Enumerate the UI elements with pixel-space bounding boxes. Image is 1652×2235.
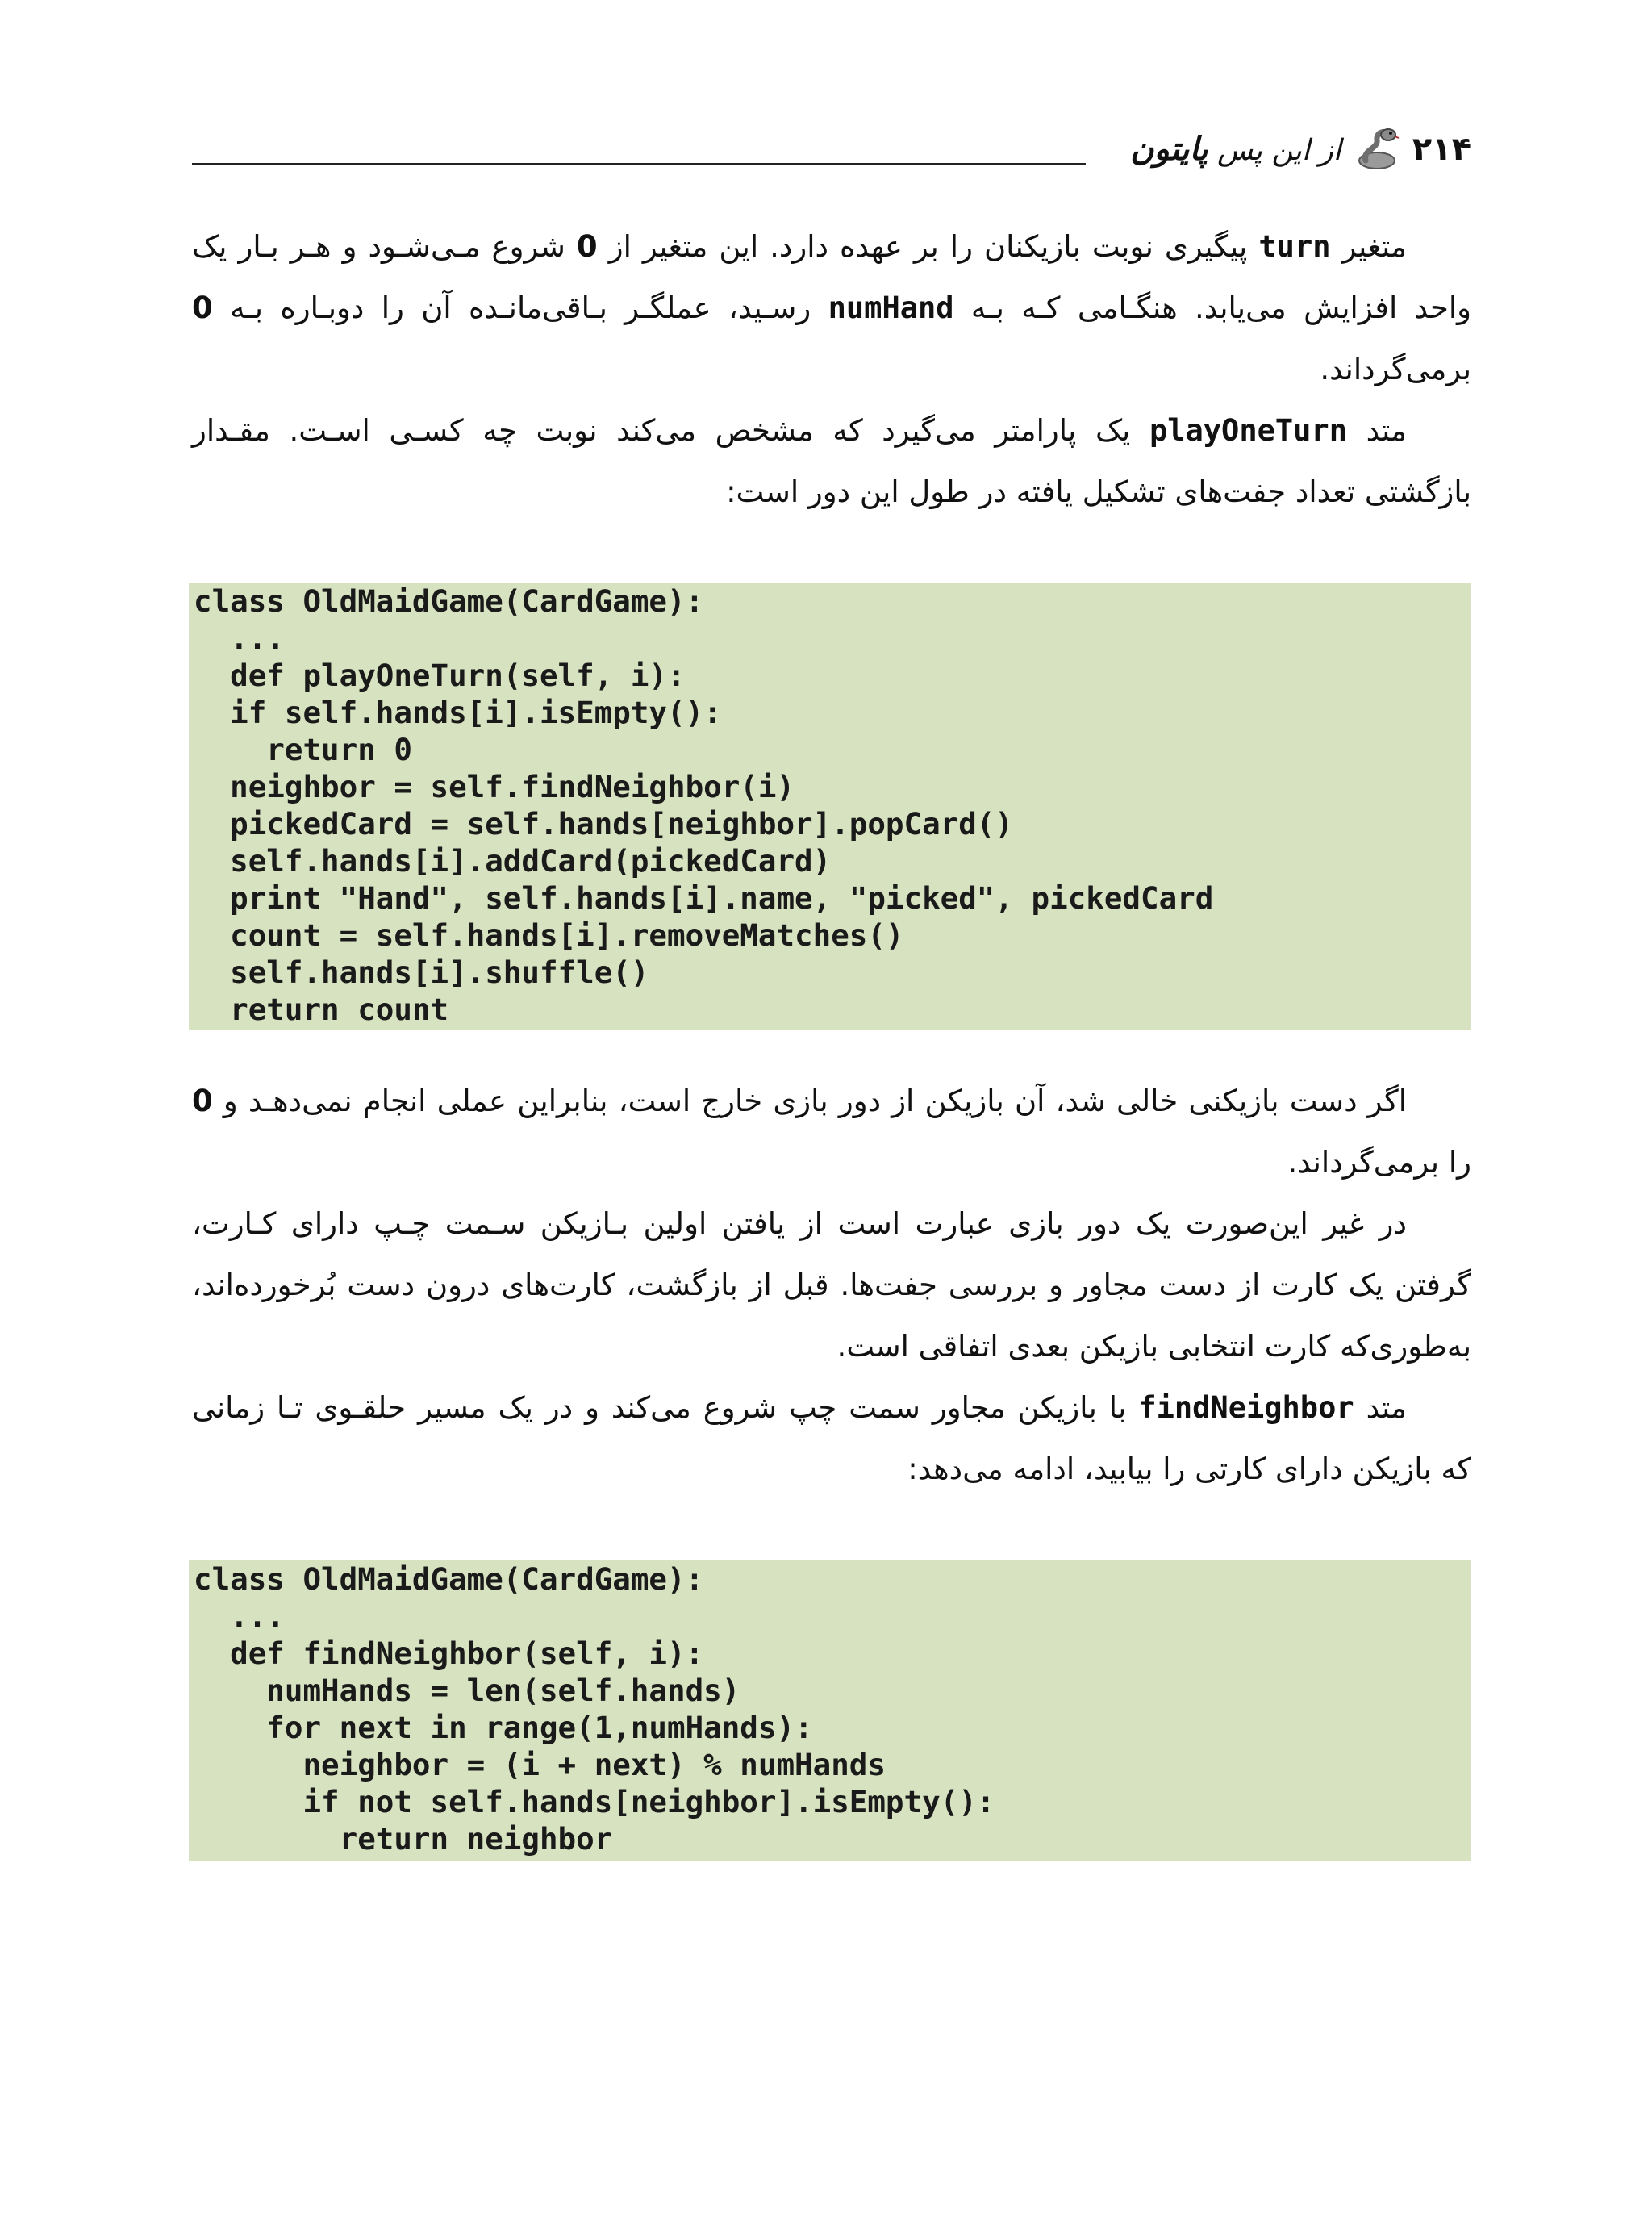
page-header	[192, 121, 1471, 178]
p5-text-1: متد	[1354, 1390, 1407, 1425]
code-line: class OldMaidGame(CardGame):	[194, 1561, 704, 1597]
book-brand	[1130, 131, 1341, 168]
p2-text-2: یک پارامتر می‌گیرد که مشخص می‌کند نوبت چه کسـی اسـت. مقـدار بازگشتی تعداد جفت‌های تشکیل یافته در طول این دور است:	[192, 413, 1471, 509]
snake-logo-icon	[1354, 125, 1400, 173]
header-brand-group	[1130, 121, 1471, 178]
code-line: return count	[194, 992, 449, 1027]
code-line: self.hands[i].addCard(pickedCard)	[194, 843, 832, 879]
brand-prefix: از این پس	[1217, 134, 1341, 167]
p1-code-numhand: numHand	[828, 290, 954, 325]
paragraph-4	[192, 1193, 1471, 1377]
p1-text-3: شروع مـی‌شـود و هـر بـار یک واحد افزایش می‌یابد. هنگـامی کـه بـه	[192, 229, 1471, 325]
p5-text-2: با بازیکن مجاور سمت چپ شروع می‌کند و در یک مسیر حلقـوی تـا زمانی که بازیکن دارای کارتی را بیابید، ادامه می‌دهد:	[192, 1390, 1471, 1486]
code-line: if not self.hands[neighbor].isEmpty():	[194, 1784, 995, 1819]
paragraph-3	[192, 1071, 1471, 1193]
p1-zero-1: 0	[576, 229, 598, 264]
code-line: class OldMaidGame(CardGame):	[194, 583, 704, 619]
code-line: pickedCard = self.hands[neighbor].popCard()	[194, 806, 1013, 842]
code-line: neighbor = self.findNeighbor(i)	[194, 769, 795, 804]
p2-text-1: متد	[1347, 413, 1407, 448]
p5-code-findneighbor: findNeighbor	[1138, 1390, 1354, 1425]
p1-text-5: برمی‌گرداند.	[1320, 352, 1471, 386]
code-line: numHands = len(self.hands)	[194, 1673, 740, 1708]
paragraph-1	[192, 216, 1471, 400]
code-line: def findNeighbor(self, i):	[194, 1636, 704, 1671]
p4-text: در غیر این‌صورت یک دور بازی عبارت است از یافتن اولین بـازیکن سـمت چـپ دارای کـارت، گرفتن یک کارت از دست مجاور و بررسی جفت‌ها. قبل از بازگشت، کارت‌های درون دست بُرخورده‌اند، به‌طوری‌که کارت انتخابی بازیکن بعدی اتفاقی است.	[192, 1206, 1471, 1364]
p3-text-2: را برمی‌گرداند.	[1287, 1145, 1471, 1180]
brand-name: پایتون	[1130, 131, 1208, 168]
p1-text-4: رسـید، عملگـر بـاقی‌مانـده آن را دوبـاره بـه	[212, 290, 828, 325]
p1-code-turn: turn	[1258, 229, 1331, 264]
code-line: return neighbor	[194, 1821, 613, 1857]
code-line: print "Hand", self.hands[i].name, "picked", pickedCard	[194, 880, 1214, 916]
p1-text-1: متغیر	[1330, 229, 1407, 264]
p2-code-playoneturn: playOneTurn	[1149, 413, 1347, 448]
code-line: neighbor = (i + next) % numHands	[194, 1747, 886, 1782]
p1-text-2: پیگیری نوبت بازیکنان را بر عهده دارد. این متغیر از	[597, 229, 1259, 264]
p1-zero-2: 0	[192, 290, 213, 325]
code-line: return 0	[194, 732, 412, 767]
code-line: if self.hands[i].isEmpty():	[194, 695, 722, 730]
code-line: def playOneTurn(self, i):	[194, 658, 686, 693]
code-line: ...	[194, 1598, 285, 1634]
code-line: for next in range(1,numHands):	[194, 1710, 813, 1745]
header-rule	[192, 163, 1086, 165]
code-block-find-neighbor	[189, 1560, 1471, 1861]
code-line: self.hands[i].shuffle()	[194, 955, 649, 990]
p3-text-1: اگر دست بازیکنی خالی شد، آن بازیکن از دور بازی خارج است، بنابراین عملی انجام نمی‌دهـد و	[212, 1084, 1407, 1118]
code-line: ...	[194, 620, 285, 656]
paragraph-2	[192, 400, 1471, 523]
p3-zero: 0	[192, 1084, 213, 1118]
paragraph-5	[192, 1377, 1471, 1500]
code-block-play-one-turn	[189, 583, 1471, 1030]
page-number: ۲۱۴	[1412, 131, 1471, 168]
code-line: count = self.hands[i].removeMatches()	[194, 917, 904, 953]
